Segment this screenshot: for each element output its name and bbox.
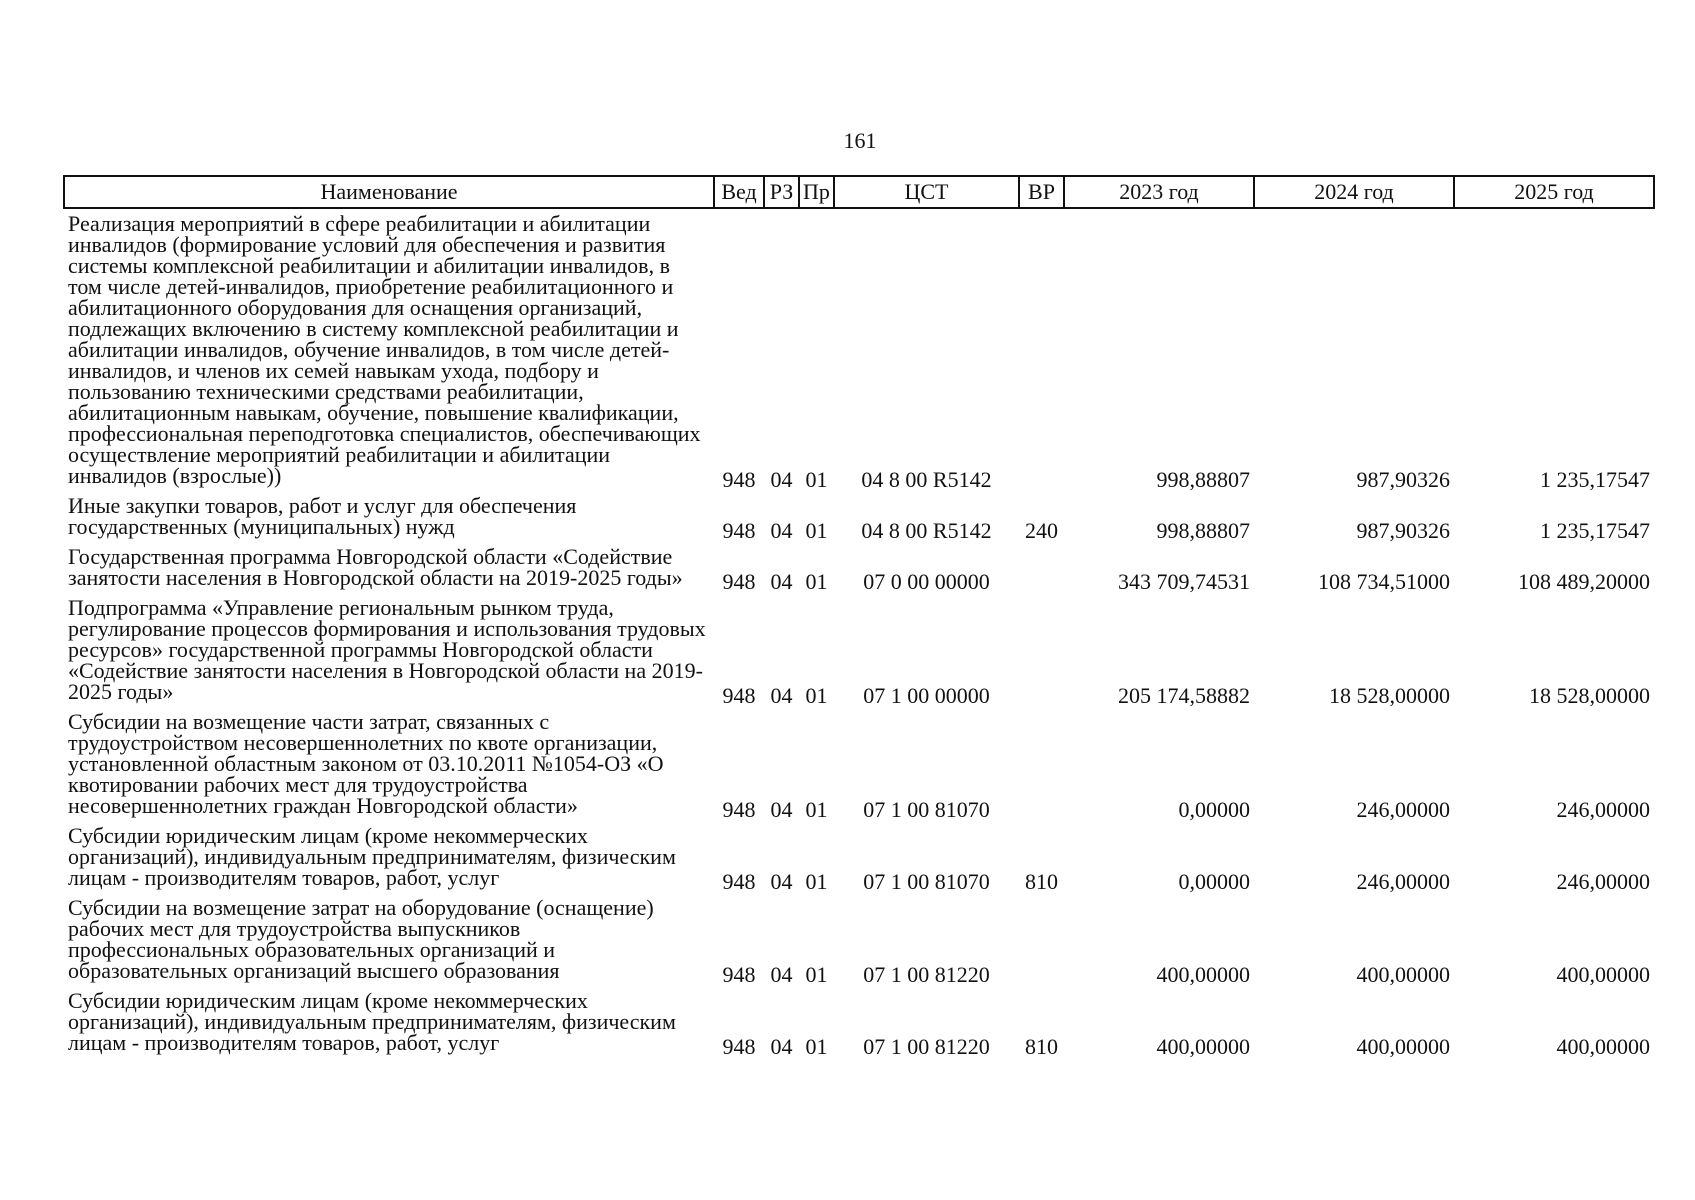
table-row [64,593,1654,707]
row-2025: 246,00000 [1556,797,1650,822]
row-2025: 18 528,00000 [1529,683,1650,708]
row-name: Субсидии на возмещение затрат на оборудование (оснащение) рабочих мест для трудоустройства выпускников профессиональных образовательных организаций и образовательных организаций высшего образования [68,895,654,983]
row-cst: 07 1 00 81070 [863,869,990,894]
row-2023: 0,00000 [1178,797,1250,822]
row-vr: 810 [1025,1034,1058,1059]
row-name: Подпрограмма «Управление региональным рынком труда, регулирование процессов формирования и использования трудовых ресурсов» государственной программы Новгородской области «Содействие занятости населения в Новгородской области на 2019-2025 годы» [68,595,706,704]
row-pr: 01 [805,569,828,594]
table-row [64,986,1654,1058]
row-cst: 04 8 00 R5142 [861,467,992,492]
row-pr: 01 [805,797,828,822]
row-vr [1019,208,1064,491]
row-pr: 01 [805,869,828,894]
row-rz: 04 [770,683,793,708]
row-2025: 108 489,20000 [1518,569,1650,594]
table-body [64,208,1654,1058]
row-2023: 0,00000 [1178,869,1250,894]
row-name: Реализация мероприятий в сфере реабилитации и абилитации инвалидов (формирование условий для обеспечения и развития системы комплексной реабилитации и абилитации инвалидов, в том числе детей-инвалидов, приобретение реабилитационного и абилитационного оборудования для оснащения организаций, подлежащих включению в систему комплексной реабилитации и абилитации инвалидов, обучение инвалидов, в том числе детей-инвалидов, и членов их семей навыкам ухода, подбору и пользованию техническими средствами реабилитации, абилитационным навыкам, обучение, повышение квалификации, профессиональная переподготовка специалистов, обеспечивающих осуществление мероприятий реабилитации и абилитации инвалидов (взрослые)) [68,211,701,488]
row-rz: 04 [770,518,793,543]
page-number: 161 [843,128,877,153]
row-2025: 400,00000 [1556,962,1650,987]
row-cst: 07 0 00 00000 [863,569,990,594]
row-ved: 948 [722,1034,756,1059]
header-ved: Вед [714,176,764,208]
table-row [64,893,1654,986]
row-name: Субсидии на возмещение части затрат, связанных с трудоустройством несовершеннолетних по квоте организации, установленной областным законом от 03.10.2011 №1054-ОЗ «О квотировании рабочих мест для трудоустройства несовершеннолетних граждан Новгородской области» [68,709,664,818]
table-row [64,542,1654,593]
header-row [64,176,1654,208]
row-vr [1019,593,1064,707]
row-2024: 987,90326 [1356,467,1450,492]
table-row [64,707,1654,821]
row-name: Субсидии юридическим лицам (кроме некоммерческих организаций), индивидуальным предпринимателям, физическим лицам - производителям товаров, работ, услуг [68,988,676,1055]
row-2025: 400,00000 [1556,1034,1650,1059]
table-header [64,176,1654,208]
row-name: Субсидии юридическим лицам (кроме некоммерческих организаций), индивидуальным предпринимателям, физическим лицам - производителям товаров, работ, услуг [68,823,676,890]
row-ved: 948 [722,962,756,987]
row-cst: 07 1 00 81070 [863,797,990,822]
row-2023: 998,88807 [1156,518,1250,543]
row-2023: 400,00000 [1156,1034,1250,1059]
row-cst: 07 1 00 00000 [863,683,990,708]
row-ved: 948 [722,797,756,822]
table-row [64,491,1654,542]
header-2024: 2024 год [1254,176,1454,208]
row-2024: 108 734,51000 [1318,569,1450,594]
row-2023: 400,00000 [1156,962,1250,987]
row-2023: 998,88807 [1156,467,1250,492]
row-2024: 246,00000 [1356,869,1450,894]
row-2023: 205 174,58882 [1118,683,1250,708]
row-pr: 01 [805,962,828,987]
row-name: Государственная программа Новгородской области «Содействие занятости населения в Новгородской области на 2019-2025 годы» [68,544,683,590]
row-ved: 948 [722,467,756,492]
row-pr: 01 [805,467,828,492]
row-2024: 246,00000 [1356,797,1450,822]
row-cst: 07 1 00 81220 [863,1034,990,1059]
budget-table [63,175,1655,1058]
row-2025: 1 235,17547 [1540,518,1650,543]
row-vr [1019,707,1064,821]
row-ved: 948 [722,683,756,708]
row-pr: 01 [805,683,828,708]
header-vr: ВР [1019,176,1064,208]
row-2025: 246,00000 [1556,869,1650,894]
header-2025: 2025 год [1454,176,1654,208]
row-2025: 1 235,17547 [1540,467,1650,492]
row-pr: 01 [805,1034,828,1059]
row-rz: 04 [770,467,793,492]
row-rz: 04 [770,797,793,822]
row-2024: 400,00000 [1356,1034,1450,1059]
header-2023: 2023 год [1064,176,1254,208]
row-rz: 04 [770,569,793,594]
row-name: Иные закупки товаров, работ и услуг для обеспечения государственных (муниципальных) нужд [68,493,577,539]
table-row [64,208,1654,491]
row-2024: 987,90326 [1356,518,1450,543]
table-row [64,821,1654,893]
row-cst: 04 8 00 R5142 [861,518,992,543]
header-cst: ЦСТ [834,176,1019,208]
row-rz: 04 [770,962,793,987]
row-2023: 343 709,74531 [1118,569,1250,594]
row-vr [1019,893,1064,986]
header-pr: Пр [799,176,834,208]
row-ved: 948 [722,569,756,594]
row-vr: 810 [1025,869,1058,894]
row-ved: 948 [722,869,756,894]
row-ved: 948 [722,518,756,543]
header-rz: РЗ [764,176,799,208]
row-rz: 04 [770,869,793,894]
row-2024: 400,00000 [1356,962,1450,987]
header-name: Наименование [64,176,714,208]
row-rz: 04 [770,1034,793,1059]
row-pr: 01 [805,518,828,543]
row-vr: 240 [1025,518,1058,543]
row-2024: 18 528,00000 [1329,683,1450,708]
row-vr [1019,542,1064,593]
row-cst: 07 1 00 81220 [863,962,990,987]
